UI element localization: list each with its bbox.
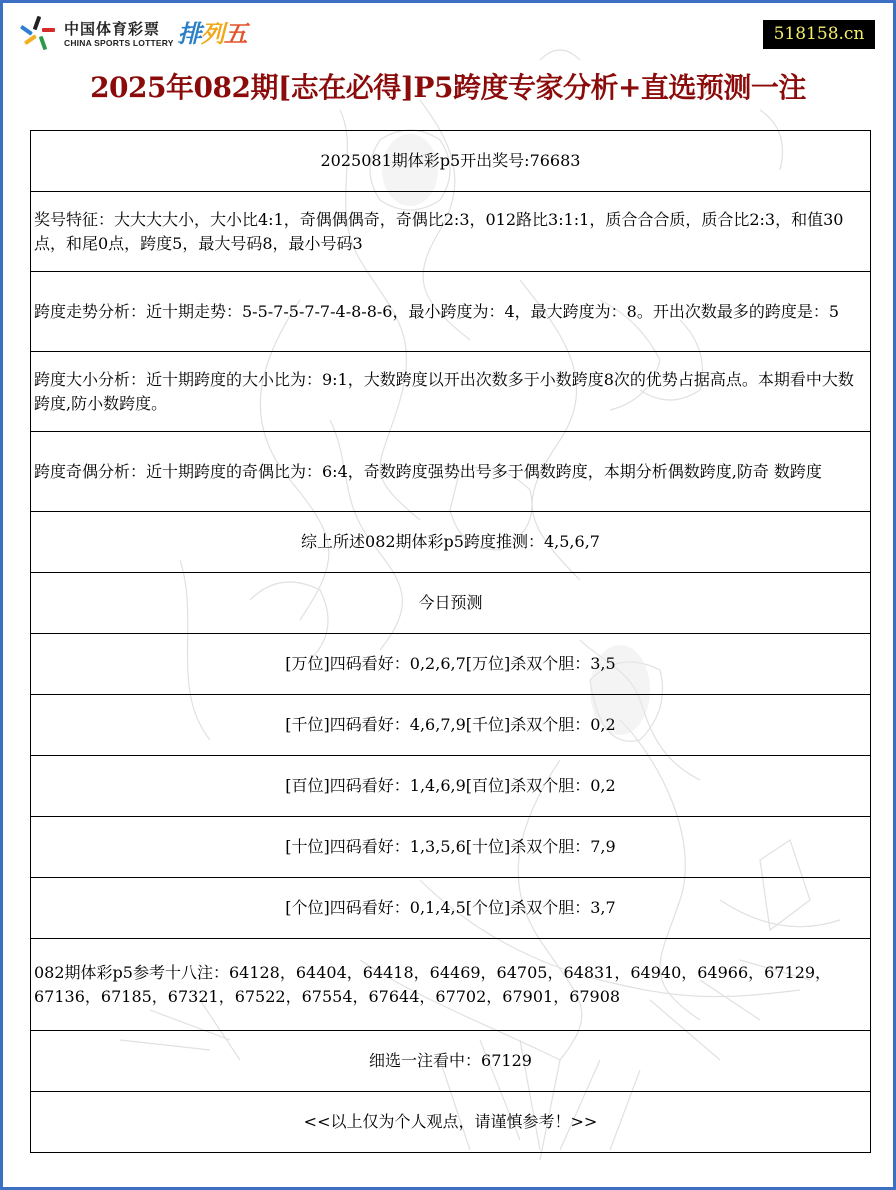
- span-trend-row: 跨度走势分析：近十期走势：5-5-7-5-7-7-4-8-8-6，最小跨度为：4，最大跨度为：8。开出次数最多的跨度是：5: [31, 272, 870, 352]
- analysis-table: [30, 130, 871, 1153]
- disclaimer-row: <<以上仅为个人观点，请谨慎参考！>>: [31, 1092, 870, 1153]
- eighteen-picks-row: 082期体彩p5参考十八注：64128，64404，64418，64469，64705，64831，64940，64966，67129，67136，67185，67321，67522，67554，67644，67702，67901，67908: [31, 939, 870, 1031]
- lottery-star-icon: [18, 14, 60, 54]
- logo-english-text: CHINA SPORTS LOTTERY: [64, 37, 174, 48]
- span-size-row: 跨度大小分析：近十期跨度的大小比为：9:1，大数跨度以开出次数多于小数跨度8次的优势占据高点。本期看中大数跨度,防小数跨度。: [31, 352, 870, 432]
- span-odd-even-row: 跨度奇偶分析：近十期跨度的奇偶比为：6:4，奇数跨度强势出号多于偶数跨度，本期分析偶数跨度,防奇 数跨度: [31, 432, 870, 512]
- logo-chinese-text: 中国体育彩票: [64, 19, 161, 38]
- pailie5-game-logo: 排列五: [177, 20, 247, 48]
- last-draw-row: 2025081期体彩p5开出奖号:76683: [31, 131, 870, 192]
- wan-position-row: [万位]四码看好：0,2,6,7[万位]杀双个胆：3,5: [31, 634, 870, 695]
- final-pick-row: 细选一注看中：67129: [31, 1031, 870, 1092]
- number-features-row: 奖号特征：大大大大小，大小比4:1，奇偶偶偶奇，奇偶比2:3，012路比3:1:1，质合合合质，质合比2:3，和值30点，和尾0点，跨度5，最大号码8，最小号码3: [31, 192, 870, 272]
- ge-position-row: [个位]四码看好：0,1,4,5[个位]杀双个胆：3,7: [31, 878, 870, 939]
- china-sports-lottery-logo: [18, 14, 247, 54]
- page-header: [0, 0, 896, 60]
- today-prediction-heading: 今日预测: [31, 573, 870, 634]
- qian-position-row: [千位]四码看好：4,6,7,9[千位]杀双个胆：0,2: [31, 695, 870, 756]
- bai-position-row: [百位]四码看好：1,4,6,9[百位]杀双个胆：0,2: [31, 756, 870, 817]
- site-domain-badge[interactable]: 518158.cn: [763, 20, 875, 49]
- page-title: 2025年082期[志在必得]P5跨度专家分析+直选预测一注: [90, 71, 806, 104]
- span-prediction-row: 综上所述082期体彩p5跨度推测：4,5,6,7: [31, 512, 870, 573]
- shi-position-row: [十位]四码看好：1,3,5,6[十位]杀双个胆：7,9: [31, 817, 870, 878]
